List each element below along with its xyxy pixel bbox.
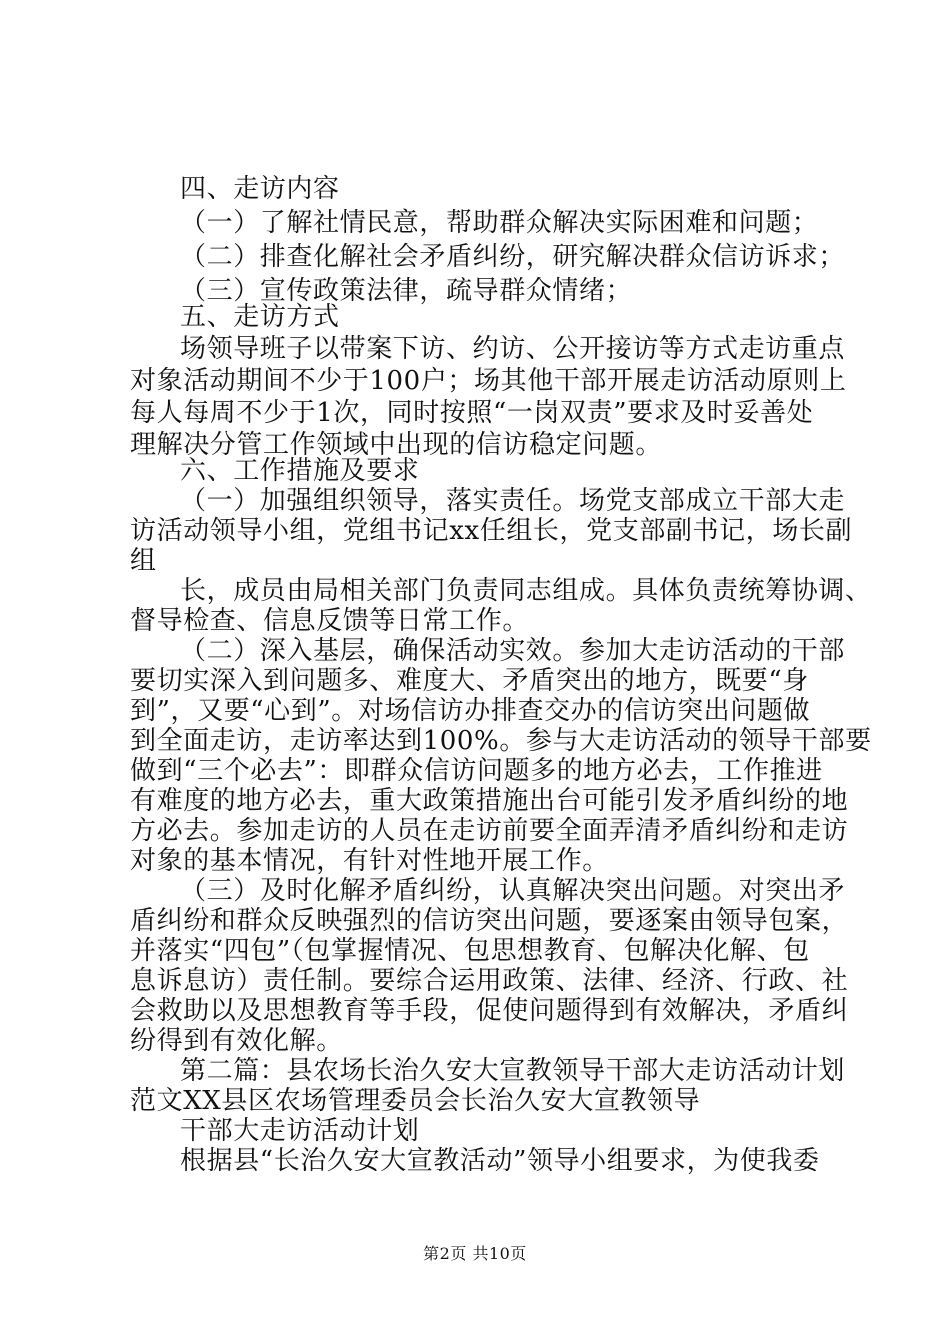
section-heading-6: 六、工作措施及要求	[180, 456, 420, 486]
section-heading-5: 五、走访方式	[180, 302, 340, 332]
text-line: （三）宣传政策法律，疏导群众情绪；	[180, 276, 633, 306]
text-line: 要切实深入到问题多、难度大、矛盾突出的地方，既要“身	[130, 666, 809, 696]
text-line: 长，成员由局相关部门负责同志组成。具体负责统筹协调、	[180, 576, 872, 606]
text-line: （一）加强组织领导，落实责任。场党支部成立干部大走	[180, 486, 846, 516]
text-line: 到全面走访，走访率达到100%。参与大走访活动的领导干部要	[130, 726, 872, 756]
text-line: 到”，又要“心到”。对场信访办排查交办的信访突出问题做	[130, 696, 811, 726]
text-line: （一）了解社情民意，帮助群众解决实际困难和问题；	[180, 208, 819, 238]
text-line: 访活动领导小组，党组书记xx任组长，党支部副书记，场长副	[130, 516, 853, 546]
text-line: 理解决分管工作领域中出现的信访稳定问题。	[130, 430, 663, 460]
text-line: 方必去。参加走访的人员在走访前要全面弄清矛盾纠纷和走访	[130, 816, 849, 846]
text-line: 做到“三个必去”：即群众信访问题多的地方必去，工作推进	[130, 756, 823, 786]
text-line: 场领导班子以带案下访、约访、公开接访等方式走访重点	[180, 334, 846, 364]
text-line: 组	[130, 546, 157, 576]
part-two-title: 干部大走访活动计划	[180, 1116, 420, 1146]
part-two-title: 第二篇：县农场长治久安大宣教领导干部大走访活动计划	[180, 1056, 846, 1086]
text-line: 根据县“长治久安大宣教活动”领导小组要求，为使我委	[180, 1146, 820, 1176]
section-heading-4: 四、走访内容	[180, 174, 340, 204]
text-line: 盾纠纷和群众反映强烈的信访突出问题，要逐案由领导包案，	[130, 906, 849, 936]
text-line: 对象的基本情况，有针对性地开展工作。	[130, 846, 609, 876]
text-line: （三）及时化解矛盾纠纷，认真解决突出问题。对突出矛	[180, 876, 846, 906]
text-line: 会救助以及思想教育等手段，促使问题得到有效解决，矛盾纠	[130, 996, 849, 1026]
text-line: 有难度的地方必去，重大政策措施出台可能引发矛盾纠纷的地	[130, 786, 849, 816]
text-line: 纷得到有效化解。	[130, 1026, 343, 1056]
text-line: 息诉息访）责任制。要综合运用政策、法律、经济、行政、社	[130, 966, 849, 996]
text-line: 并落实“四包”（包掌握情况、包思想教育、包解决化解、包	[130, 936, 810, 966]
text-line: 督导检查、信息反馈等日常工作。	[130, 606, 530, 636]
page-number-footer: 第2页 共10页	[423, 1244, 527, 1263]
text-line: 对象活动期间不少于100户；场其他干部开展走访活动原则上	[130, 366, 847, 396]
text-line: 每人每周不少于1次，同时按照“一岗双责”要求及时妥善处	[130, 398, 814, 428]
text-line: （二）深入基层，确保活动实效。参加大走访活动的干部	[180, 636, 846, 666]
text-line: （二）排查化解社会矛盾纠纷，研究解决群众信访诉求；	[180, 242, 846, 272]
part-two-title: 范文XX县区农场管理委员会长治久安大宣教领导	[130, 1086, 701, 1116]
